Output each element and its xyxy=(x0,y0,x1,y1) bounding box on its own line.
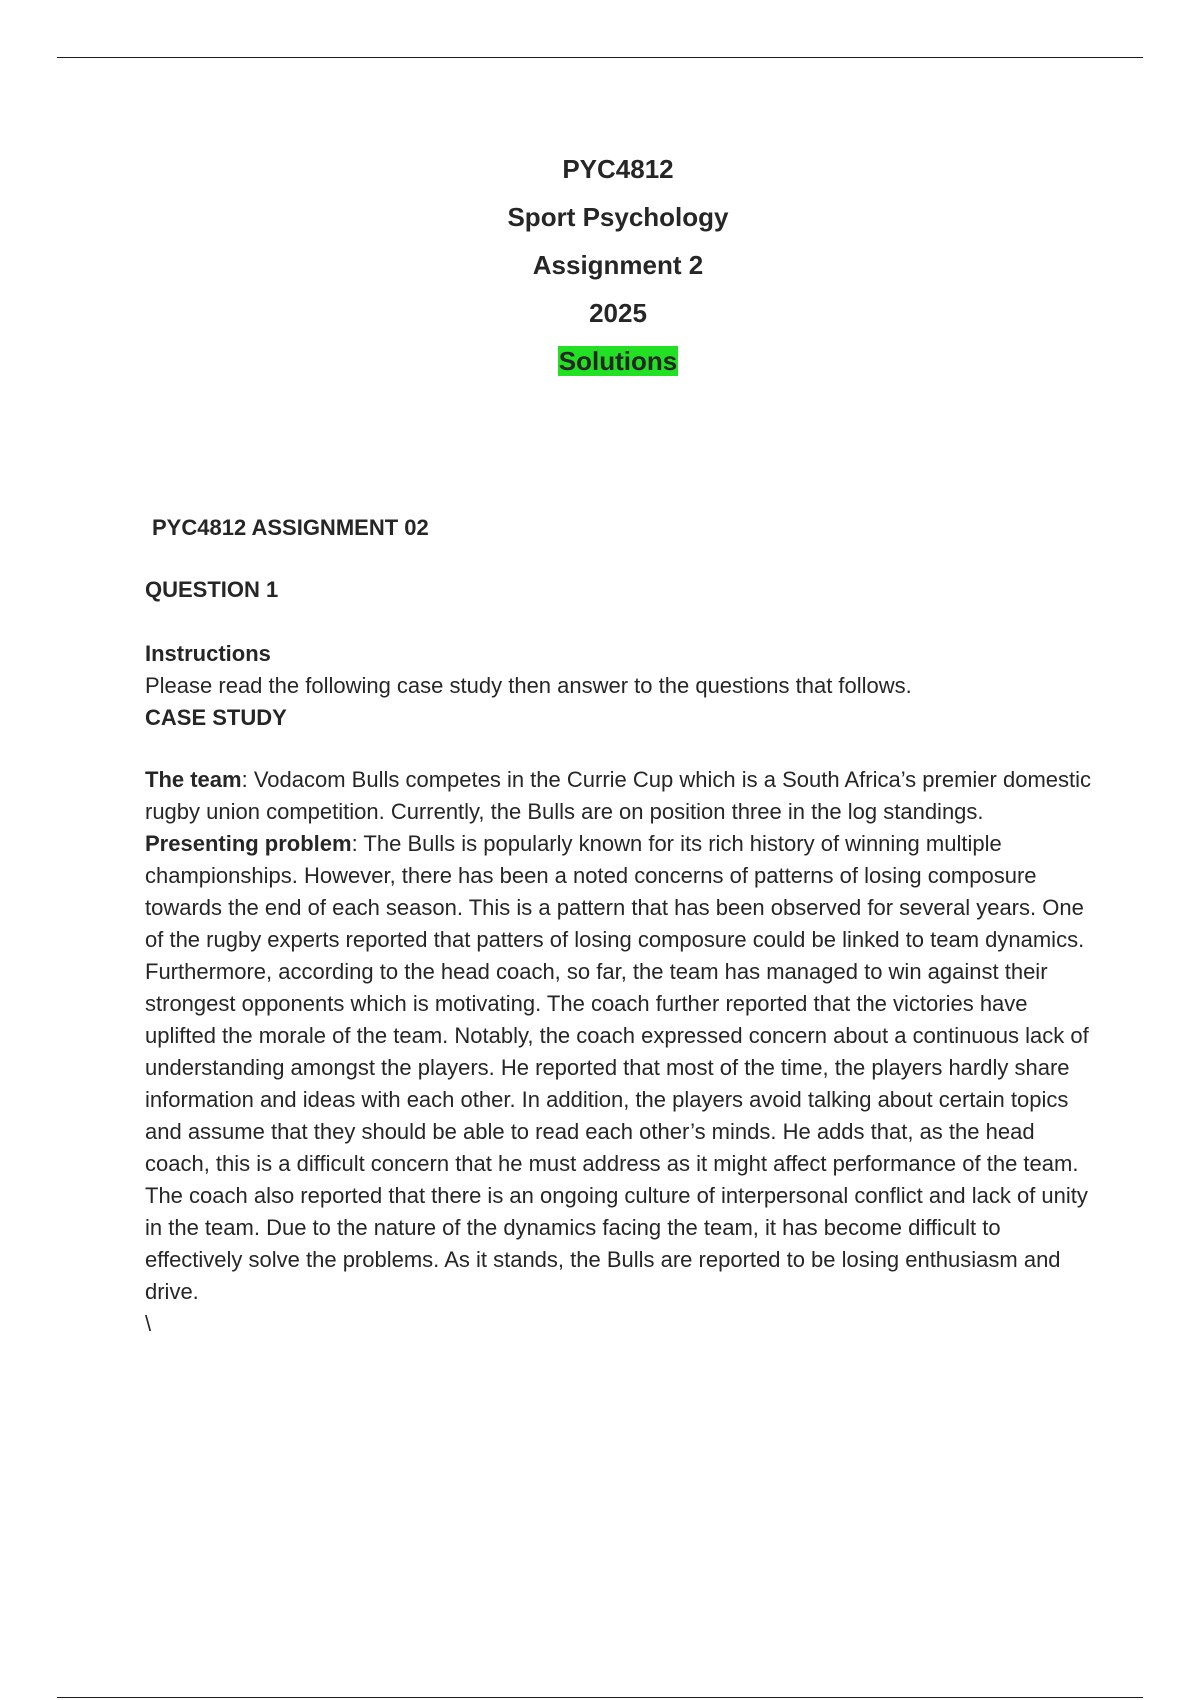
team-paragraph xyxy=(145,764,1095,828)
case-study-heading: CASE STUDY xyxy=(145,705,287,730)
instructions-heading: Instructions xyxy=(145,641,271,666)
trailing-character: \ xyxy=(145,1311,152,1336)
instructions-text: Please read the following case study then answer to the questions that follows. xyxy=(145,673,912,698)
document-body xyxy=(145,512,1095,1340)
assignment-number: Assignment 2 xyxy=(532,250,704,280)
team-label: The team xyxy=(145,767,242,792)
title-block xyxy=(0,145,1200,385)
course-subject: Sport Psychology xyxy=(507,202,729,232)
question-heading: QUESTION 1 xyxy=(145,577,279,602)
team-text: : Vodacom Bulls competes in the Currie Cup which is a South Africa’s premier domestic rugby union competition. Currently, the Bulls are on position three in the log standings. xyxy=(145,767,1092,824)
course-code: PYC4812 xyxy=(562,154,674,184)
problem-label: Presenting problem xyxy=(145,831,352,856)
problem-text: : The Bulls is popularly known for its rich history of winning multiple championships. However, there has been a noted concerns of patterns of losing composure towards the end of each season. This is a pattern that has been observed for several years. One of the rugby experts reported that patters of losing composure could be linked to team dynamics. Furthermore, according to the head coach, so far, the team has managed to win against their strongest opponents which is motivating. The coach further reported that the victories have uplifted the morale of the team. Notably, the coach expressed concern about a continuous lack of understanding amongst the players. He reported that most of the time, the players hardly share information and ideas with each other. In addition, the players avoid talking about certain topics and assume that they should be able to read each other’s minds. He adds that, as the head coach, this is a difficult concern that he must address as it might affect performance of the team. The coach also reported that there is an ongoing culture of interpersonal conflict and lack of unity in the team. Due to the nature of the dynamics facing the team, it has become difficult to effectively solve the problems. As it stands, the Bulls are reported to be losing enthusiasm and drive. xyxy=(145,831,1089,1304)
solutions-line xyxy=(0,337,1200,385)
bottom-rule xyxy=(57,1697,1143,1698)
year: 2025 xyxy=(589,298,647,328)
top-rule xyxy=(57,57,1143,58)
solutions-highlight: Solutions xyxy=(558,346,678,376)
assignment-heading: PYC4812 ASSIGNMENT 02 xyxy=(152,515,429,540)
problem-paragraph xyxy=(145,828,1095,1308)
